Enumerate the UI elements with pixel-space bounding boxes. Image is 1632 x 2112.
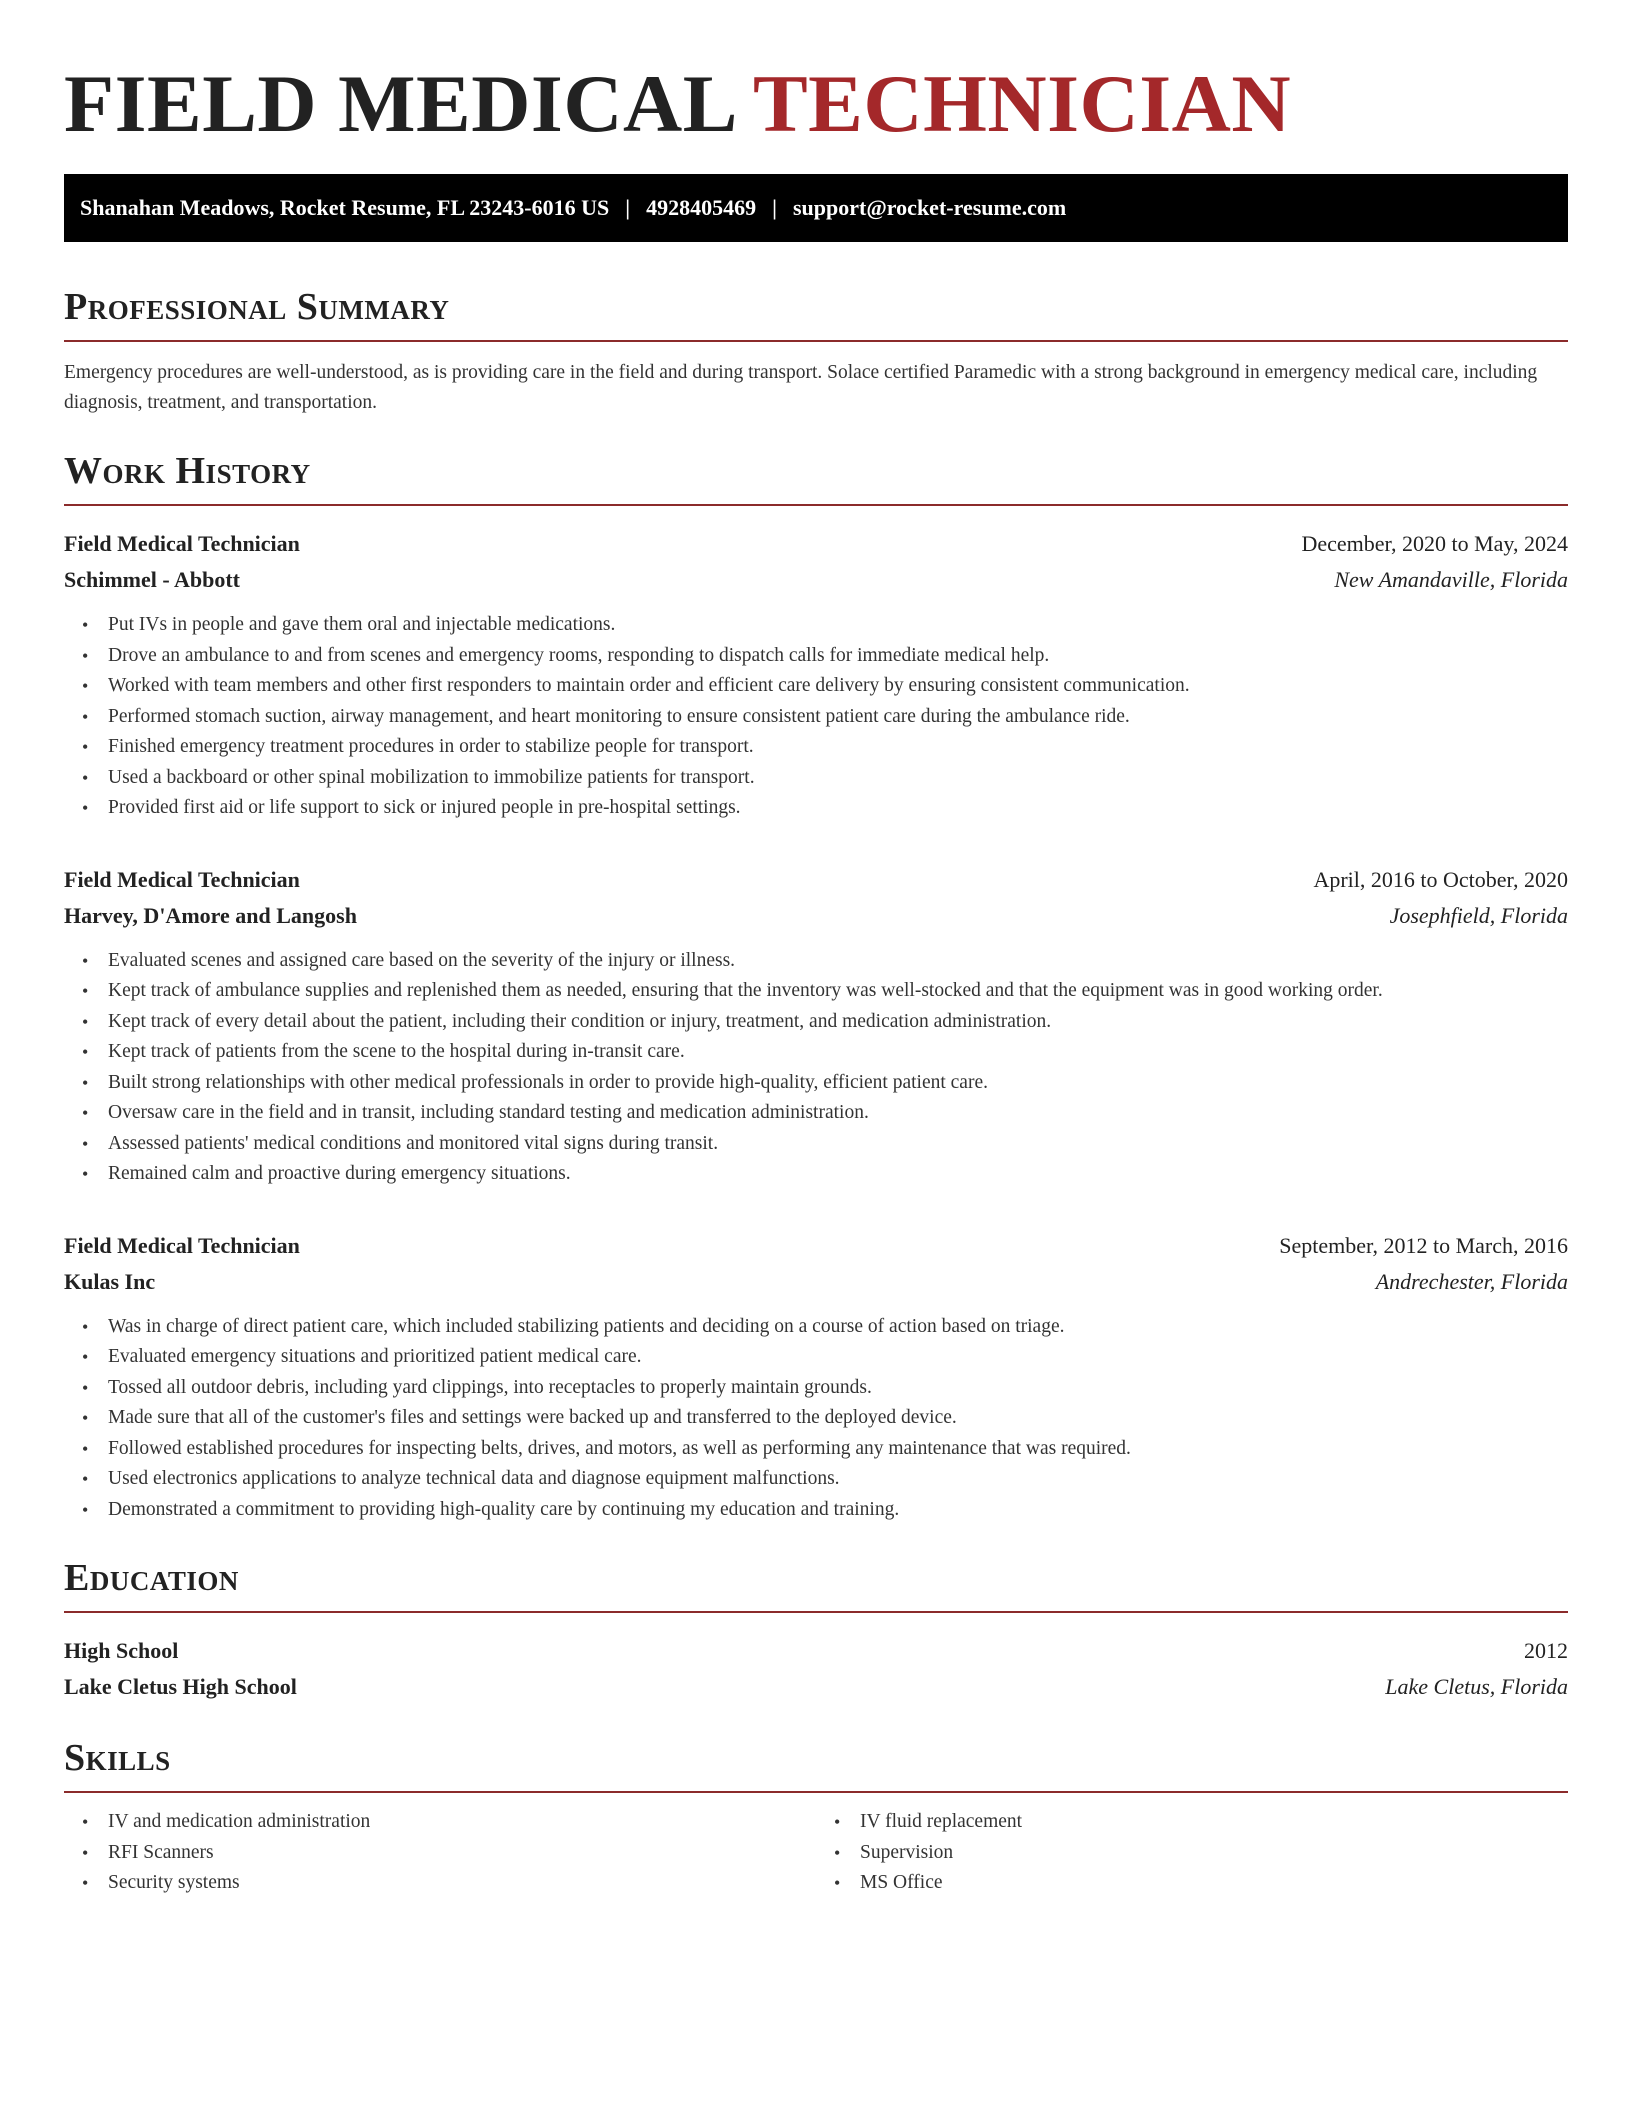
job-bullets: [64, 610, 1568, 824]
skills-list-right: [816, 1807, 1568, 1899]
job-bullets: [64, 1312, 1568, 1526]
contact-separator: |: [625, 195, 631, 220]
list-item: • Evaluated scenes and assigned care based on the severity of the injury or illness.: [108, 946, 1568, 977]
list-item: • Remained calm and proactive during emergency situations.: [108, 1159, 1568, 1190]
section-divider: [64, 340, 1568, 342]
education-degree: High School: [64, 1638, 179, 1663]
education-location: Lake Cletus, Florida: [1385, 1674, 1568, 1699]
job-company: Schimmel - Abbott: [64, 567, 240, 592]
contact-separator: |: [772, 195, 777, 220]
list-item: • Was in charge of direct patient care, which included stabilizing patients and deciding on a course of action based on triage.: [108, 1312, 1568, 1343]
job-company-row: [64, 898, 1568, 934]
contact-bar: [64, 174, 1568, 242]
job-location: New Amandaville, Florida: [1334, 567, 1568, 592]
list-item: • Kept track of every detail about the patient, including their condition or injury, treatment, and medication administration.: [108, 1007, 1568, 1038]
job-company: Kulas Inc: [64, 1268, 156, 1294]
list-item: • Demonstrated a commitment to providing high-quality care by continuing my education and training.: [108, 1495, 1568, 1526]
job-header-row: [64, 526, 1568, 562]
list-item: • Drove an ambulance to and from scenes and emergency rooms, responding to dispatch calls for immediate medical help.: [108, 641, 1568, 672]
skills-list-left: [64, 1807, 816, 1899]
job-header-row: [64, 1228, 1568, 1264]
list-item: • Used electronics applications to analyze technical data and diagnose equipment malfunctions.: [108, 1464, 1568, 1495]
list-item: • Performed stomach suction, airway management, and heart monitoring to ensure consistent patient care during the ambulance ride.: [108, 702, 1568, 733]
section-title-summary: Professional Summary: [64, 286, 450, 328]
job-entry: [64, 1228, 1568, 1526]
education-school: Lake Cletus High School: [64, 1674, 297, 1699]
skill-item: • IV and medication administration: [108, 1807, 816, 1838]
name-last: TECHNICIAN: [752, 58, 1292, 149]
education-entry: [64, 1633, 1568, 1705]
section-divider: [64, 1611, 1568, 1613]
list-item: • Made sure that all of the customer's files and settings were backed up and transferred to the deployed device.: [108, 1403, 1568, 1434]
education-school-row: [64, 1669, 1568, 1705]
contact-email: support@rocket-resume.com: [792, 195, 1067, 220]
job-dates: September, 2012 to March, 2016: [1279, 1232, 1568, 1258]
list-item: • Kept track of ambulance supplies and replenished them as needed, ensuring that the inventory was well-stocked and that the equipment was in good working order.: [108, 976, 1568, 1007]
job-bullets: [64, 946, 1568, 1190]
list-item: • Tossed all outdoor debris, including yard clippings, into receptacles to properly maintain grounds.: [108, 1373, 1568, 1404]
section-title-skills: Skills: [64, 1737, 171, 1779]
job-entry: [64, 526, 1568, 824]
section-divider: [64, 1791, 1568, 1793]
education-year: 2012: [1524, 1638, 1568, 1663]
skill-item: • Security systems: [108, 1868, 816, 1899]
job-location: Josephfield, Florida: [1389, 902, 1568, 928]
list-item: • Followed established procedures for inspecting belts, drives, and motors, as well as performing any maintenance that was required.: [108, 1434, 1568, 1465]
education-header-row: [64, 1633, 1568, 1669]
resume-name: [64, 58, 1568, 150]
list-item: • Put IVs in people and gave them oral and injectable medications.: [108, 610, 1568, 641]
skill-item: • MS Office: [860, 1868, 1568, 1899]
list-item: • Provided first aid or life support to sick or injured people in pre-hospital settings.: [108, 793, 1568, 824]
section-title-education: Education: [64, 1557, 239, 1599]
job-entry: [64, 862, 1568, 1190]
list-item: • Kept track of patients from the scene to the hospital during in-transit care.: [108, 1037, 1568, 1068]
summary-text: Emergency procedures are well-understood, as is providing care in the field and during transport. Solace certified Paramedic with a strong background in emergency medical care, including diagnosis, treatment, and transportation.: [64, 362, 1538, 413]
job-title: Field Medical Technician: [64, 866, 300, 892]
name-first: FIELD MEDICAL: [64, 58, 734, 149]
contact-address: Shanahan Meadows, Rocket Resume, FL 23243-6016 US: [80, 195, 610, 220]
job-company-row: [64, 1264, 1568, 1300]
list-item: • Finished emergency treatment procedures in order to stabilize people for transport.: [108, 732, 1568, 763]
list-item: • Oversaw care in the field and in transit, including standard testing and medication administration.: [108, 1098, 1568, 1129]
list-item: • Assessed patients' medical conditions and monitored vital signs during transit.: [108, 1129, 1568, 1160]
section-title-work-history: Work History: [64, 450, 311, 492]
job-company-row: [64, 562, 1568, 598]
job-dates: December, 2020 to May, 2024: [1301, 531, 1568, 556]
skill-item: • IV fluid replacement: [860, 1807, 1568, 1838]
job-title: Field Medical Technician: [64, 531, 300, 556]
list-item: • Built strong relationships with other medical professionals in order to provide high-quality, efficient patient care.: [108, 1068, 1568, 1099]
skill-item: • Supervision: [860, 1838, 1568, 1869]
job-company: Harvey, D'Amore and Langosh: [64, 902, 357, 928]
contact-phone: 4928405469: [646, 195, 757, 220]
skills-columns: [64, 1807, 1568, 1899]
list-item: • Worked with team members and other first responders to maintain order and efficient care delivery by ensuring consistent communication.: [108, 671, 1568, 702]
job-location: Andrechester, Florida: [1375, 1268, 1568, 1294]
skill-item: • RFI Scanners: [108, 1838, 816, 1869]
job-dates: April, 2016 to October, 2020: [1313, 866, 1568, 892]
section-divider: [64, 504, 1568, 506]
job-header-row: [64, 862, 1568, 898]
list-item: • Evaluated emergency situations and prioritized patient medical care.: [108, 1342, 1568, 1373]
job-title: Field Medical Technician: [64, 1232, 300, 1258]
list-item: • Used a backboard or other spinal mobilization to immobilize patients for transport.: [108, 763, 1568, 794]
